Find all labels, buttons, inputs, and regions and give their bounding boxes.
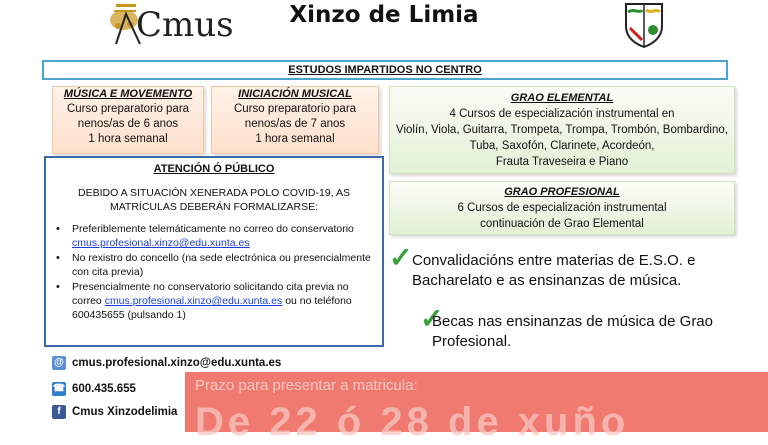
list-item (72, 222, 372, 250)
email-link[interactable]: cmus.profesional.xinzo@edu.xunta.es (104, 295, 283, 307)
attention-list (46, 222, 382, 322)
attention-paragraph: DEBIDO A SITUACIÓN XENERADA POLO COVID-19, AS MATRÍCULAS DEBERÁN FORMALIZARSE: (78, 187, 350, 213)
page-title: Xinzo de Limia (289, 2, 479, 28)
list-item (72, 251, 372, 279)
contact-email[interactable] (52, 356, 281, 370)
box-line: continuación de Grao Elemental (480, 218, 644, 230)
deadline-banner (185, 372, 768, 444)
logo-text: Cmus (136, 5, 234, 45)
item-text: Preferiblemente telemáticamente no correo do conservatorio (72, 223, 354, 235)
convalidacions-text: Convalidacións entre materias de E.S.O. e Bacharelato e as ensinanzas de música. (412, 252, 696, 289)
grao-profesional-box (389, 181, 735, 235)
musica-movemento-box (52, 86, 204, 154)
municipal-shield-icon (622, 0, 666, 48)
box-line: 1 hora semanal (88, 133, 168, 145)
box-heading: MÚSICA E MOVEMENTO (63, 88, 193, 100)
box-line: 4 Cursos de especialización instrumental en (449, 108, 675, 120)
contact-facebook[interactable] (52, 405, 177, 419)
box-heading: INICIACIÓN MUSICAL (238, 88, 352, 100)
section-title: ESTUDOS IMPARTIDOS NO CENTRO (42, 60, 728, 80)
iniciacion-musical-box (211, 86, 379, 154)
attention-heading: ATENCIÓN Ó PÚBLICO (153, 163, 275, 175)
box-heading: GRAO ELEMENTAL (510, 92, 614, 104)
facebook-icon: f (52, 405, 66, 419)
list-item (72, 280, 372, 322)
phone-text: 600.435.655 (72, 383, 136, 396)
grao-elemental-box (389, 86, 735, 174)
banner-subtitle: Prazo para presentar a matricula: (195, 377, 418, 394)
facebook-text: Cmus Xinzodelimia (72, 406, 178, 419)
contact-phone[interactable] (52, 382, 136, 396)
box-line: nenos/as de 6 anos (77, 118, 179, 130)
banner-dates: De 22 ó 28 de xuño (195, 400, 630, 444)
box-line: Violín, Viola, Guitarra, Trompeta, Trompa, Trombón, Bombardino, (396, 124, 728, 136)
box-line: Curso preparatorio para (66, 103, 190, 115)
box-line: 6 Cursos de especialización instrumental (457, 202, 667, 214)
attention-box (44, 156, 384, 347)
box-line: nenos/as de 7 anos (244, 118, 346, 130)
email-text: cmus.profesional.xinzo@edu.xunta.es (72, 357, 282, 370)
email-icon: @ (52, 356, 66, 370)
checkmark-icon: ✓ (420, 303, 444, 334)
phone-icon: ☎ (52, 383, 66, 394)
becas-text: Becas nas ensinanzas de música de Grao Profesional. (432, 313, 713, 350)
item-text: ou no teléfono 600435655 (pulsando 1) (72, 295, 352, 321)
box-heading: GRAO PROFESIONAL (504, 186, 620, 198)
checkmark-icon: ✓ (389, 242, 413, 273)
item-text: Presencialmente no conservatorio solicitando cita previa no correo (72, 281, 349, 307)
item-text: No rexistro do concello (na sede electrónica ou presencialmente con cita previa) (72, 252, 371, 278)
box-line: 1 hora semanal (255, 133, 335, 145)
email-link[interactable]: cmus.profesional.xinzo@edu.xunta.es (72, 237, 250, 249)
box-line: Tuba, Saxofón, Clarinete, Acordeón, (469, 140, 655, 152)
box-line: Curso preparatorio para (233, 103, 357, 115)
box-line: Frauta Traveseira e Piano (495, 156, 629, 168)
